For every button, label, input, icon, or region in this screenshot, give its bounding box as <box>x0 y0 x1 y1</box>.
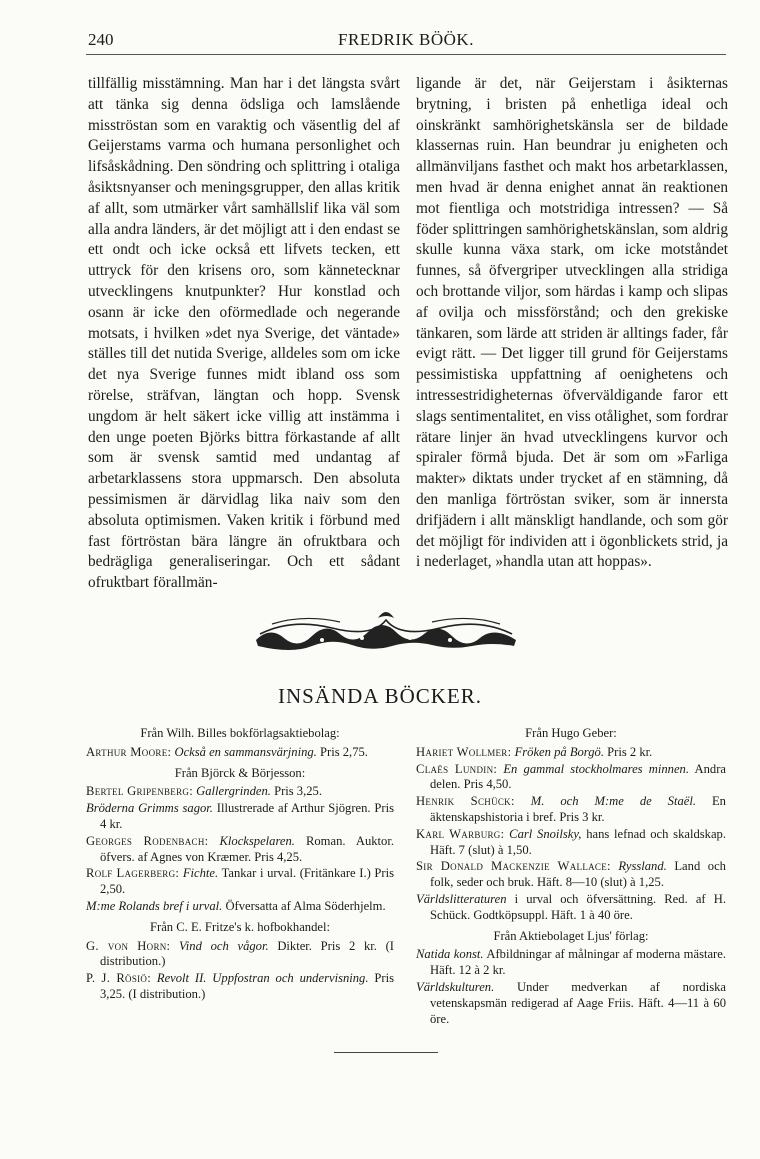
book-details: En äktenskapshistoria i bref. Pris 3 kr. <box>430 794 726 824</box>
books-column-left <box>86 726 394 1004</box>
book-details: Illustrerade af Arthur Sjögren. Pris 4 kr. <box>100 801 394 831</box>
book-title: Fichte. <box>182 866 219 881</box>
book-author: P. J. Rösiö: <box>86 971 152 986</box>
section-title: INSÄNDA BÖCKER. <box>277 684 483 708</box>
book-details: Pris 2 kr. <box>607 744 653 759</box>
book-entry <box>416 892 726 924</box>
book-details: Under medverkan af nordiska vetenskapsmän redigerad af Aage Friis. Häft. 4—11 à 60 öre. <box>430 979 726 1026</box>
book-entry <box>86 745 394 761</box>
book-title: Världskulturen. <box>416 979 495 994</box>
book-details: i urval och öfversättning. Red. af H. Schück. Godtköpsuppl. Häft. 1 à 40 öre. <box>430 891 726 922</box>
book-entry <box>86 801 394 833</box>
book-author: Claës Lundin: <box>416 761 498 776</box>
body-column-right <box>416 74 728 573</box>
book-details: Pris 2,75. <box>320 744 368 759</box>
book-details: Pris 3,25. <box>274 784 322 799</box>
book-author: Sir Donald Mackenzie Wallace: <box>416 859 611 874</box>
body-paragraph-right: ligande är det, när Geijerstam i åsikternas brytning, i bristen på enhetliga ideal och oinskränkt samhörighetskänsla ser de bildade klassernas ruin. Han beundrar ju enigheten och allmänviljans fasthet och makt hos arbetarklassen, men hvad är denna enighet annat än reaktionen mot fientliga och motstridiga intressen? — Så föder splittringen samhörighetskänslan, som aldrig skulle kunna växa stark, om icke motståndet funnes, så öfvergriper utvecklingen alla stridiga och brottande viljor, som härdas i kamp och slipas af ovilja och missförstånd; och den grekiske tänkaren, som lärde att striden är alltings fader, får evigt rätt. — Det ligger till grund för Geijerstams pessimistiska uppfattning af oenighetens och intressestridigheternas öfverväldigande faror ett slags sentimentalitet, en viss otålighet, som fordrar rätare linjer än hvad utvecklingens kurvor och spiraler förmå bjuda. Det är som om »Farliga makter» diktats under trycket af en stämning, då den manliga förtröstan sviker, som är innersta drifjädern i allt mänskligt handlande, och som gör det möjligt för individen att i ögonblickets strid, ja i nederlaget, »handla utan att hoppas». <box>416 75 728 571</box>
book-author: Karl Warburg: <box>416 826 505 841</box>
vignette-dot <box>360 636 364 640</box>
book-title: Bröderna Grimms sagor. <box>86 801 213 816</box>
publisher-heading: Från Björck & Börjesson: <box>174 765 306 780</box>
book-entry <box>86 784 394 800</box>
book-entry <box>416 762 726 794</box>
book-details: Land och folk, seder och bruk. Häft. 8—10 (slut) à 1,25. <box>430 859 726 890</box>
book-entry <box>86 971 394 1003</box>
header-rule <box>86 54 726 55</box>
book-title: M. och M:me de Staël. <box>530 794 697 809</box>
book-author: Hariet Wollmer: <box>416 744 512 759</box>
book-author: G. von Horn: <box>86 938 171 953</box>
publisher-heading: Från Wilh. Billes bokförlagsaktiebolag: <box>140 726 340 740</box>
publisher-heading: Från C. E. Fritze's k. hofbokhandel: <box>150 919 330 934</box>
book-details: Dikter. Pris 2 kr. (I distribution.) <box>100 938 394 969</box>
book-entry <box>416 859 726 891</box>
book-details: Öfversatta af Alma Söderhjelm. <box>225 898 386 913</box>
book-title: Natida konst. <box>416 947 484 962</box>
vignette-wave-band <box>256 625 516 650</box>
vignette-dot <box>320 638 324 642</box>
book-title: Carl Snoilsky, <box>509 826 582 841</box>
vignette-dot <box>448 638 452 642</box>
book-entry <box>86 939 394 971</box>
book-title: Klockspelaren. <box>219 833 295 848</box>
book-title: Fröken på Borgö. <box>514 744 604 759</box>
book-title: Också en sammansvärjning. <box>174 744 317 759</box>
book-details: hans lefnad och skaldskap. Häft. 7 (slut) à 1,50. <box>430 826 726 857</box>
book-entry <box>86 834 394 866</box>
book-details: Pris 3,25. (I distribution.) <box>100 971 394 1001</box>
page-number: 240 <box>88 30 114 49</box>
book-entry <box>86 899 394 915</box>
book-author: Arthur Moore: <box>86 744 172 759</box>
ornamental-vignette <box>252 604 520 654</box>
book-entry <box>416 827 726 859</box>
book-title: En gammal stockholmares minnen. <box>503 761 689 776</box>
body-paragraph-left: tillfällig misstämning. Man har i det längsta svårt att tänka sig denna ödsliga och lamslående misströstan som en varaktig och väsentlig del af Geijerstams varma och humana personlighet och lifsåskådning. Den söndring och splittring i otaliga åsiktsnyanser och meningsgrupper, den allas kritik af allt, som utmärker vårt samhällslif lika väl som alla andra länders, är det möjligt att i den endast se ett ondt och icke också ett lifvets tecken, ett uttryck för den krisens oro, som kännetecknar utvecklingens knutpunkter? Hur konstlad och osann är icke den oförmedlade och negerande motsats, i hvilken »det nya Sverige, det väntade» ställes till det nutida Sverige, alldeles som om icke det nya Sverige funnes midt ibland oss som rörelse, sträfvan, längtan och hopp. Svensk ungdom är helt säkert icke villig att instämma i den unge poeten Björks bittra förkastande af allt som är svensk samtid med undantag af arbetarklassens stora uppmarsch. Den absoluta pessimismen är därvidlag lika naiv som den absoluta optimismen. Vaken kritik i förbund med fast förtröstan bära längre än ofruktbara och bedrägliga generaliseringar. Och ett sådant ofruktbart förallmän- <box>88 75 400 592</box>
book-details: Tankar i urval. (Fritänkare I.) Pris 2,50. <box>100 866 395 897</box>
book-author: Henrik Schück: <box>416 794 515 809</box>
book-entry <box>416 745 726 761</box>
footer-rule <box>334 1052 438 1053</box>
book-details: Afbildningar af målningar af moderna mästare. Häft. 12 à 2 kr. <box>430 947 726 978</box>
running-title: FREDRIK BÖÖK. <box>338 30 474 49</box>
vignette-leaf <box>378 612 394 618</box>
page-header <box>86 26 726 56</box>
book-entry <box>416 947 726 979</box>
book-title: Revolt II. Uppfostran och undervisning. <box>156 971 369 986</box>
book-title: Vind och vågor. <box>179 938 269 953</box>
body-column-left <box>88 74 400 594</box>
book-title: Ryssland. <box>618 859 667 874</box>
book-entry <box>416 980 726 1027</box>
book-title: M:me Rolands bref i urval. <box>86 898 223 913</box>
book-entry <box>86 866 394 898</box>
book-entry <box>416 794 726 826</box>
book-author: Georges Rodenbach: <box>86 833 209 848</box>
book-title: Världslitteraturen <box>416 891 507 906</box>
book-author: Bertel Gripenberg: <box>86 784 193 799</box>
book-author: Rolf Lagerberg: <box>86 866 180 881</box>
book-details: Andra delen. Pris 4,50. <box>430 761 726 792</box>
book-title: Gallergrinden. <box>196 784 271 799</box>
publisher-heading: Från Hugo Geber: <box>525 726 617 740</box>
books-column-right <box>416 726 726 1028</box>
book-details: Roman. Auktor. öfvers. af Agnes von Kræmer. Pris 4,25. <box>100 833 394 864</box>
publisher-heading: Från Aktiebolaget Ljus' förlag: <box>493 928 649 943</box>
vignette-dot <box>408 636 412 640</box>
